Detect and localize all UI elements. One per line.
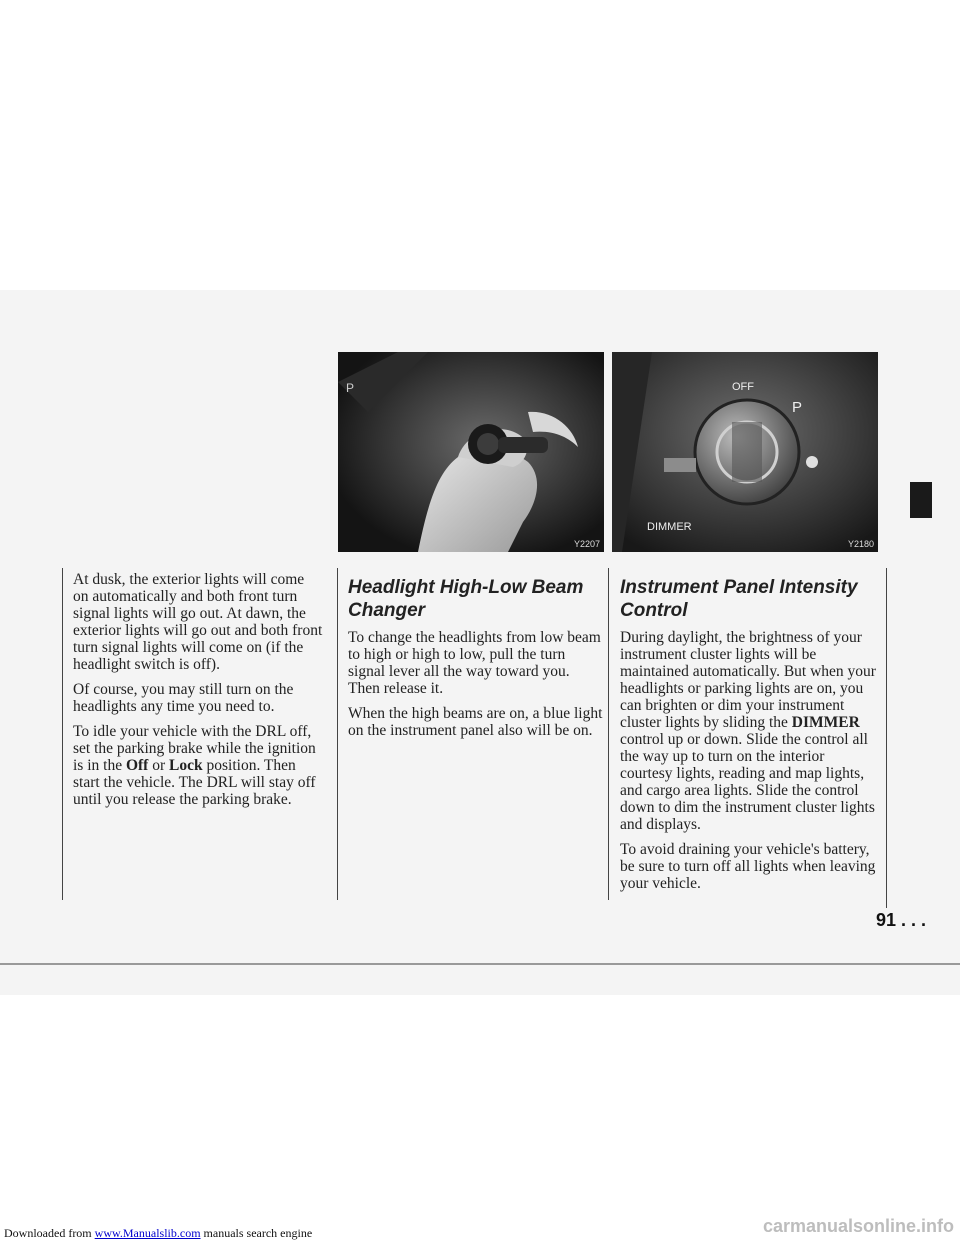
paragraph-idle-text-or: or bbox=[148, 757, 170, 774]
heading-headlight-high-low-beam: Headlight High-Low Beam Changer bbox=[348, 577, 584, 621]
column-divider-middle bbox=[337, 568, 338, 900]
paragraph-battery: To avoid draining your vehicle's battery, be sure to turn off all lights when leaving your vehicle. bbox=[620, 841, 876, 892]
page-number: 91 . . . bbox=[876, 910, 927, 930]
download-banner-suffix: manuals search engine bbox=[200, 1226, 313, 1240]
paragraph-dusk: At dusk, the exterior lights will come on automatically and both front turn signal lights will go out. At dawn, the exterior lights will go out and both front turn signal lights will come on (if the headlight switch is off). bbox=[73, 571, 323, 673]
dimmer-control-label: DIMMER bbox=[791, 714, 860, 731]
middle-column bbox=[348, 576, 603, 747]
section-thumb-tab bbox=[910, 482, 932, 518]
download-banner-prefix: Downloaded from bbox=[4, 1226, 95, 1240]
paragraph-high-beams: When the high beams are on, a blue light on the instrument panel also will be on. bbox=[348, 705, 603, 739]
column-divider-far-right bbox=[886, 568, 887, 908]
bottom-rule bbox=[0, 963, 960, 965]
photo-code-y2180: Y2180 bbox=[847, 539, 874, 549]
svg-text:P: P bbox=[346, 381, 355, 395]
column-divider-right bbox=[608, 568, 609, 900]
photo-code-y2207: Y2207 bbox=[573, 539, 600, 549]
paragraph-daylight-text-b: control up or down. Slide the control all the way up to turn on the interior courtesy lights, reading and map lights, and cargo area lights. Slide the control down to dim the instrument cluster lights and displays. bbox=[620, 731, 875, 833]
dimmer-control-photo bbox=[612, 352, 878, 552]
paragraph-idle bbox=[73, 723, 323, 808]
column-divider-left bbox=[62, 568, 63, 900]
svg-text:P: P bbox=[792, 399, 803, 416]
download-banner bbox=[4, 1226, 312, 1241]
paragraph-daylight bbox=[620, 629, 880, 833]
site-watermark: carmanualsonline.info bbox=[762, 1216, 954, 1236]
headlight-lever-photo bbox=[338, 352, 604, 552]
lock-position-label: Lock bbox=[169, 757, 203, 774]
off-position-label: Off bbox=[125, 757, 149, 774]
paragraph-idle-text-a: To idle your vehicle with the DRL off, set the parking brake while the ignition is in the bbox=[73, 723, 316, 774]
manualslib-link[interactable]: www.Manualslib.com bbox=[94, 1226, 201, 1240]
heading-instrument-panel-intensity: Instrument Panel Intensity Control bbox=[620, 577, 858, 621]
dimmer-mark: DIMMER bbox=[647, 521, 692, 533]
headlight-lever-illustration bbox=[338, 352, 604, 552]
paragraph-daylight-text-a: During daylight, the brightness of your instrument cluster lights will be maintained automatically. But when your headlights or parking lights are on, you can brighten or dim your instrument cluster lights by sliding the bbox=[620, 629, 876, 731]
dimmer-knob-illustration bbox=[612, 352, 878, 552]
paragraph-of-course: Of course, you may still turn on the headlights any time you need to. bbox=[73, 681, 294, 715]
off-mark: OFF bbox=[732, 381, 754, 393]
paragraph-idle-text-b: position. Then start the vehicle. The DRL will stay off until you release the parking brake. bbox=[73, 757, 316, 808]
right-column bbox=[620, 576, 880, 900]
left-column bbox=[73, 571, 323, 816]
paragraph-change-headlights: To change the headlights from low beam to high or high to low, pull the turn signal lever all the way toward you. Then release it. bbox=[348, 629, 601, 697]
